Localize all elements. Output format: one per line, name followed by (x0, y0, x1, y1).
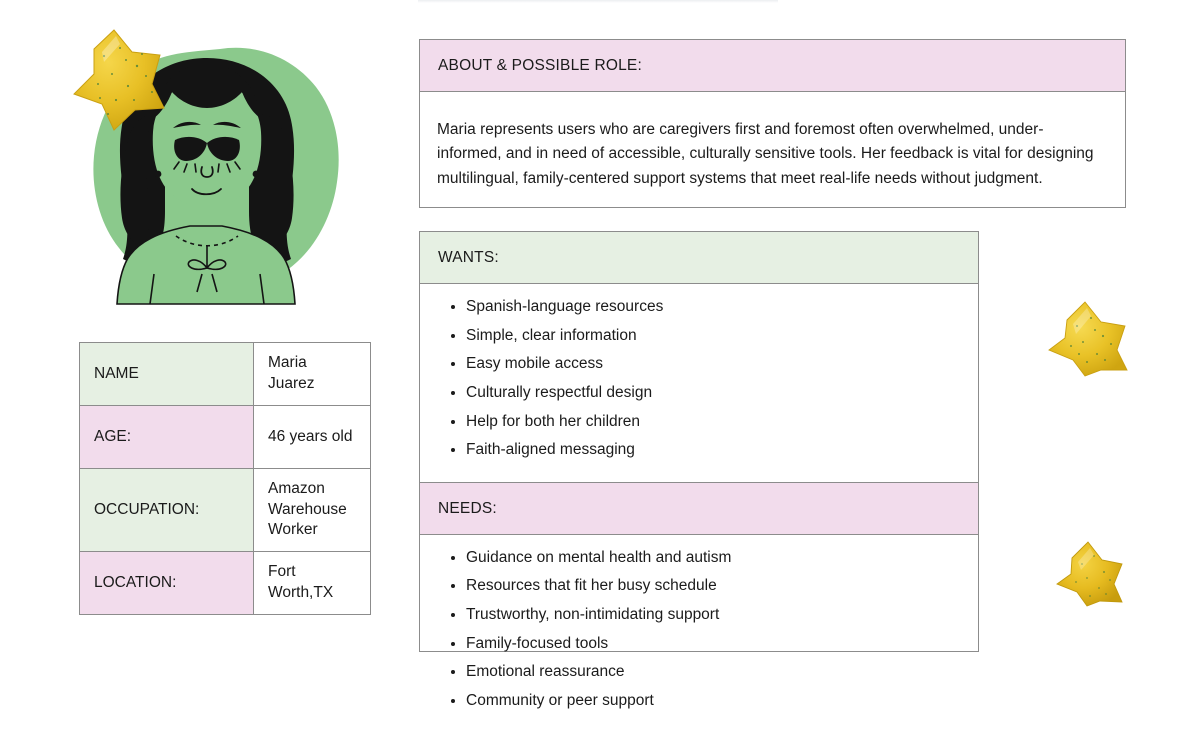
list-item: • Simple, clear information (466, 325, 978, 348)
top-edge-shadow (418, 0, 778, 3)
needs-heading: NEEDS: (420, 482, 978, 535)
about-panel-heading: ABOUT & POSSIBLE ROLE: (420, 40, 1125, 92)
wants-needs-panel (419, 231, 979, 709)
wants-list (420, 284, 978, 482)
info-value-occupation: Amazon Warehouse Worker (254, 469, 371, 552)
info-value-name: Maria Juarez (254, 343, 371, 406)
about-panel (419, 39, 1126, 208)
list-item: • Resources that fit her busy schedule (466, 575, 978, 598)
table-row (80, 343, 371, 406)
table-row (80, 469, 371, 552)
list-item: • Trustworthy, non-intimidating support (466, 604, 978, 627)
persona-avatar (42, 22, 372, 322)
list-item: • Culturally respectful design (466, 382, 978, 405)
persona-info-table (79, 342, 371, 615)
list-item: • Easy mobile access (466, 353, 978, 376)
info-label-location: LOCATION: (80, 551, 254, 614)
list-item: • Guidance on mental health and autism (466, 547, 978, 570)
star-icon (1043, 298, 1129, 383)
list-item: • Spanish-language resources (466, 296, 978, 319)
list-item: • Emotional reassurance (466, 661, 978, 684)
wants-heading: WANTS: (420, 232, 978, 284)
list-item: • Community or peer support (466, 690, 978, 713)
needs-list (420, 535, 978, 733)
info-label-occupation: OCCUPATION: (80, 469, 254, 552)
list-item: • Faith-aligned messaging (466, 439, 978, 462)
info-value-location: Fort Worth,TX (254, 551, 371, 614)
info-value-age: 46 years old (254, 406, 371, 469)
table-row (80, 406, 371, 469)
info-label-age: AGE: (80, 406, 254, 469)
list-item: • Family-focused tools (466, 633, 978, 656)
about-panel-body: Maria represents users who are caregivers first and foremost often overwhelmed, under-informed, and in need of accessible, culturally sensitive tools. Her feedback is vital for designing multilingual, family-centered support systems that meet real-life needs without judgment. (437, 121, 1094, 187)
list-item: • Help for both her children (466, 411, 978, 434)
star-icon (1052, 538, 1126, 613)
info-label-name: NAME (80, 343, 254, 406)
table-row (80, 551, 371, 614)
